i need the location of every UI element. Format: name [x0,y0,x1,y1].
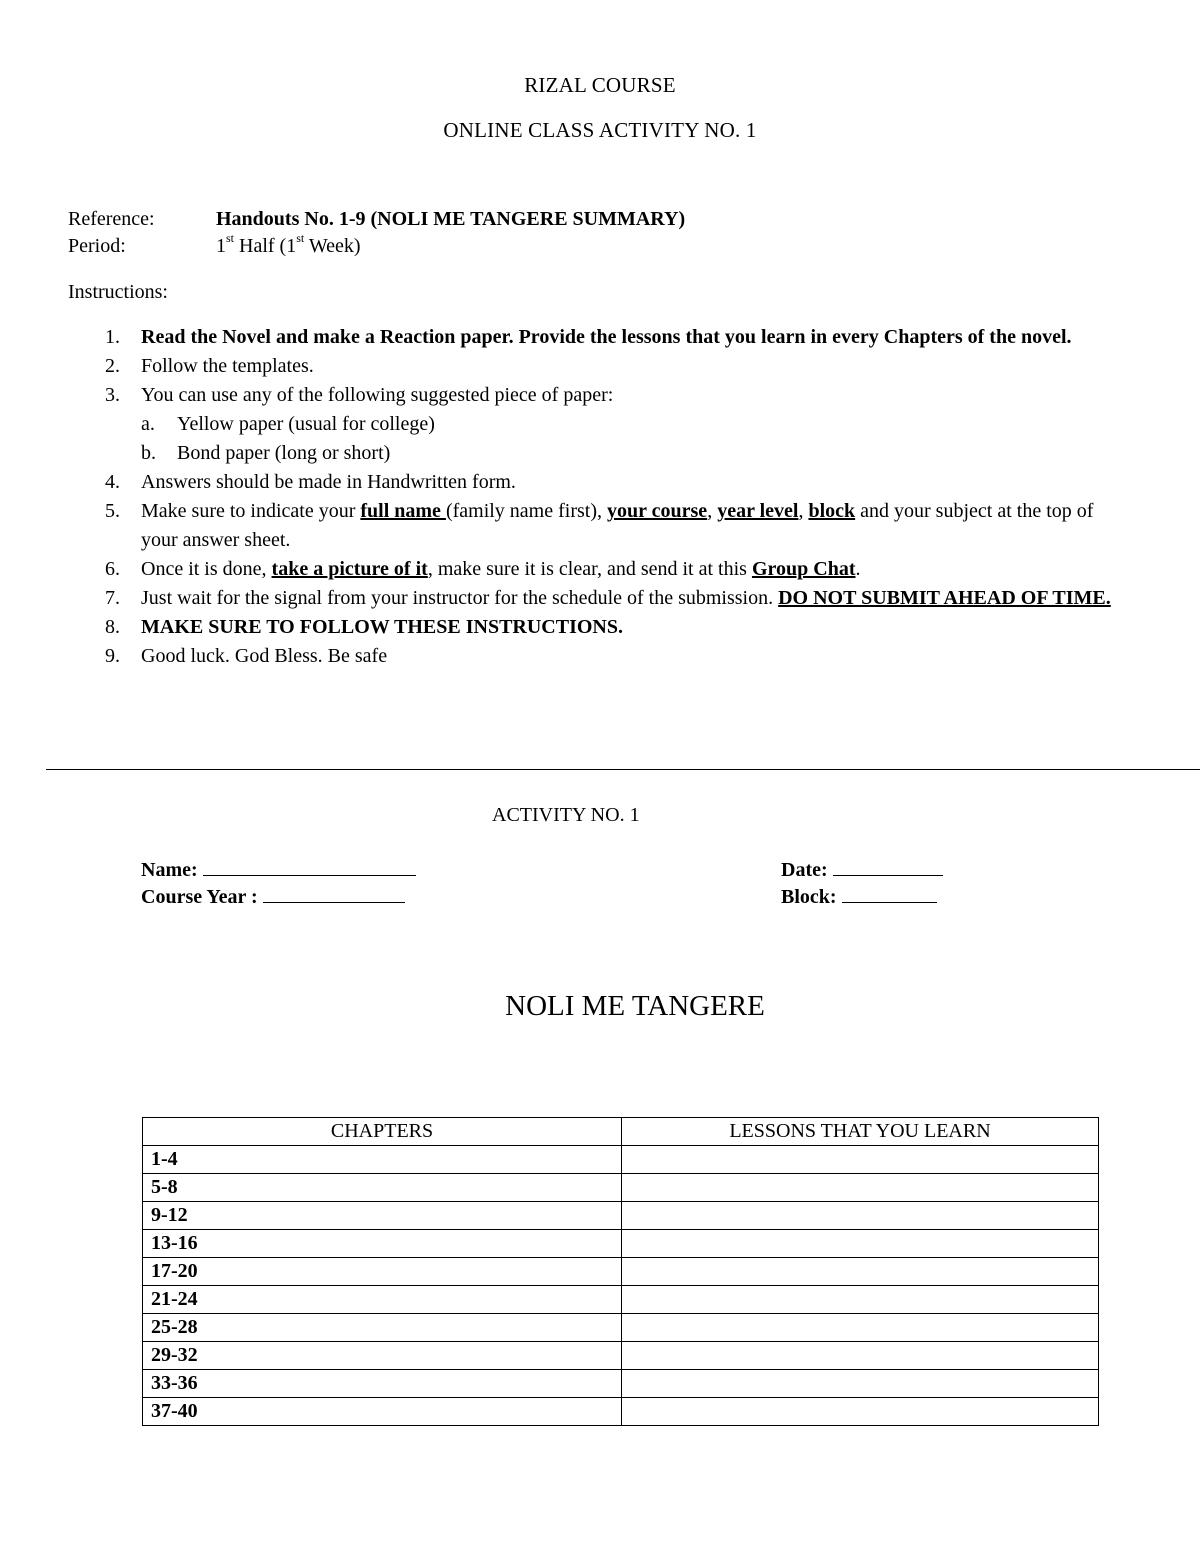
lesson-cell[interactable] [622,1314,1099,1342]
sub-item: a. Yellow paper (usual for college) [141,413,435,435]
lesson-cell[interactable] [622,1258,1099,1286]
lesson-cell[interactable] [622,1230,1099,1258]
block-blank[interactable] [842,884,937,903]
table-row [143,1314,1099,1342]
instruction-item: 8. MAKE SURE TO FOLLOW THESE INSTRUCTIONS. [105,616,623,638]
period-label: Period: [68,235,126,257]
instruction-item: 6. Once it is done, take a picture of it, make sure it is clear, and send it at this Group Chat. [105,558,861,580]
chapter-cell: 29-32 [143,1342,622,1370]
lesson-cell[interactable] [622,1398,1099,1426]
table-row [143,1286,1099,1314]
course-year-field: Course Year : [141,884,405,909]
table-row [143,1146,1099,1174]
period-value: 1st Half (1st Week) [216,231,361,257]
table-row [143,1342,1099,1370]
table-row [143,1202,1099,1230]
chapter-cell: 17-20 [143,1258,622,1286]
document-title: RIZAL COURSE [524,73,676,97]
chapter-cell: 25-28 [143,1314,622,1342]
instruction-item: 4. Answers should be made in Handwritten form. [105,471,516,493]
novel-title: NOLI ME TANGERE [505,990,765,1022]
table-row [143,1174,1099,1202]
table-row [143,1230,1099,1258]
chapter-cell: 9-12 [143,1202,622,1230]
chapter-cell: 33-36 [143,1370,622,1398]
lesson-cell[interactable] [622,1202,1099,1230]
name-blank[interactable] [203,857,416,876]
table-row [143,1370,1099,1398]
reference-label: Reference: [68,208,155,230]
instruction-item: 7. Just wait for the signal from your instructor for the schedule of the submission. DO NOT SUBMIT AHEAD OF TIME. [105,587,1111,609]
block-field: Block: [781,884,937,909]
chapter-cell: 37-40 [143,1398,622,1426]
instruction-item: 9. Good luck. God Bless. Be safe [105,645,388,667]
date-blank[interactable] [833,857,943,876]
lesson-cell[interactable] [622,1342,1099,1370]
course-year-blank[interactable] [263,884,405,903]
date-field: Date: [781,857,943,882]
instruction-item: 3. You can use any of the following suggested piece of paper: a. Yellow paper (usual for college) b. Bond paper (long or short) [70,381,1130,468]
reference-row [68,208,685,231]
instructions-label: Instructions: [68,281,168,303]
table-header-row [143,1118,1099,1146]
lessons-header: LESSONS THAT YOU LEARN [622,1118,1099,1146]
table-row [143,1258,1099,1286]
lesson-cell[interactable] [622,1370,1099,1398]
instruction-item: 1. Read the Novel and make a Reaction paper. Provide the lessons that you learn in every Chapters of the novel. [105,326,1072,348]
document-subtitle: ONLINE CLASS ACTIVITY NO. 1 [443,118,757,142]
instruction-item: 2. Follow the templates. [105,355,314,377]
lesson-cell[interactable] [622,1286,1099,1314]
chapters-header: CHAPTERS [143,1118,622,1146]
activity-title: ACTIVITY NO. 1 [492,804,640,826]
lesson-cell[interactable] [622,1146,1099,1174]
section-divider [46,769,1200,770]
chapter-cell: 13-16 [143,1230,622,1258]
chapter-cell: 5-8 [143,1174,622,1202]
reference-value: Handouts No. 1-9 (NOLI ME TANGERE SUMMARY) [216,208,686,230]
lesson-cell[interactable] [622,1174,1099,1202]
chapter-cell: 21-24 [143,1286,622,1314]
period-row [68,231,361,258]
name-field: Name: [141,857,416,882]
instruction-item: 5. Make sure to indicate your full name (family name first), your course, year level, block and your subject at the top of your answer sheet. [105,500,1094,551]
chapter-cell: 1-4 [143,1146,622,1174]
sub-item: b. Bond paper (long or short) [141,442,391,464]
chapters-table [142,1117,1099,1426]
instructions-list [70,323,1130,671]
table-row [143,1398,1099,1426]
